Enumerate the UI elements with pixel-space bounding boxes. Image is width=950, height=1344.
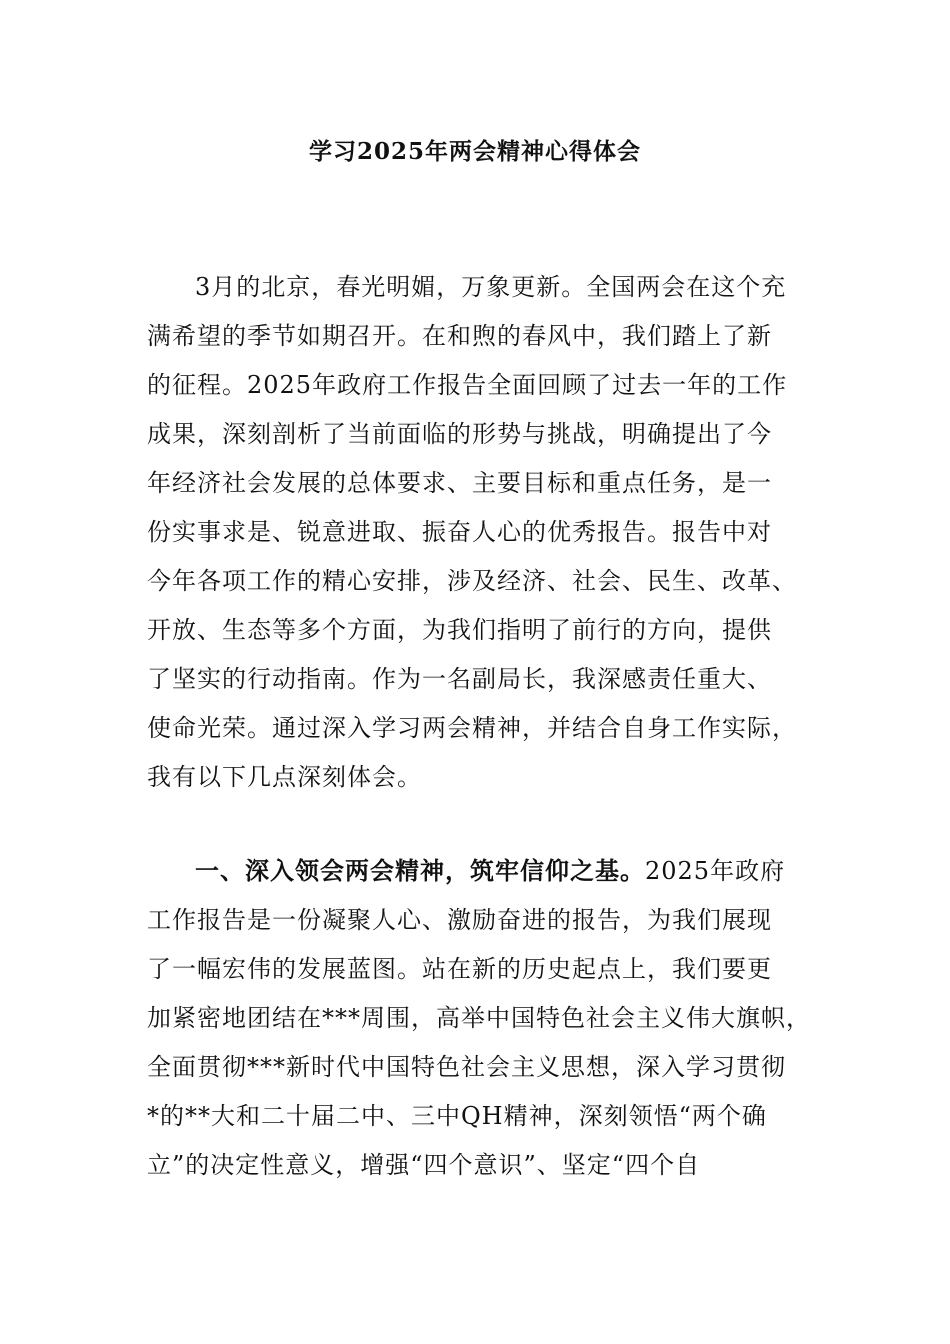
text-line: 工作报告是一份凝聚人心、激励奋进的报告，为我们展现 [147,906,772,934]
text-line: 年经济社会发展的总体要求、主要目标和重点任务，是一 [147,469,772,497]
text-line: 我有以下几点深刻体会。 [147,763,422,791]
text-line: 了一幅宏伟的发展蓝图。站在新的历史起点上，我们要更 [147,955,772,983]
text-line: 立”的决定性意义，增强“四个意识”、坚定“四个自 [147,1151,701,1179]
section-heading: 一、深入领会两会精神，筑牢信仰之基。 [195,856,645,885]
text-line: 满希望的季节如期召开。在和煦的春风中，我们踏上了新 [147,322,772,350]
section-first-line [147,846,813,896]
text-line: 今年各项工作的精心安排，涉及经济、社会、民生、改革、 [147,567,797,595]
document-title: 学习2025年两会精神心得体会 [308,138,641,165]
section-heading-continuation: 2025年政府 [645,857,786,885]
text-line: 成果，深刻剖析了当前面临的形势与挑战，明确提出了今 [147,420,772,448]
text-line: 了坚实的行动指南。作为一名副局长，我深感责任重大、 [147,665,772,693]
text-line: 使命光荣。通过深入学习两会精神，并结合自身工作实际， [147,714,797,742]
text-line: 加紧密地团结在***周围，高举中国特色社会主义伟大旗帜， [147,1004,811,1032]
text-line: 3月的北京，春光明媚，万象更新。全国两会在这个充 [195,273,787,301]
paragraph-intro [147,263,813,802]
paragraph-section-one [147,846,813,1190]
text-line: 全面贯彻***新时代中国特色社会主义思想，深入学习贯彻 [147,1053,786,1081]
text-line: 的征程。2025年政府工作报告全面回顾了过去一年的工作 [147,371,788,399]
text-line: 份实事求是、锐意进取、振奋人心的优秀报告。报告中对 [147,518,772,546]
text-line: *的**大和二十届二中、三中QH精神，深刻领悟“两个确 [147,1102,767,1130]
text-line: 开放、生态等多个方面，为我们指明了前行的方向，提供 [147,616,772,644]
